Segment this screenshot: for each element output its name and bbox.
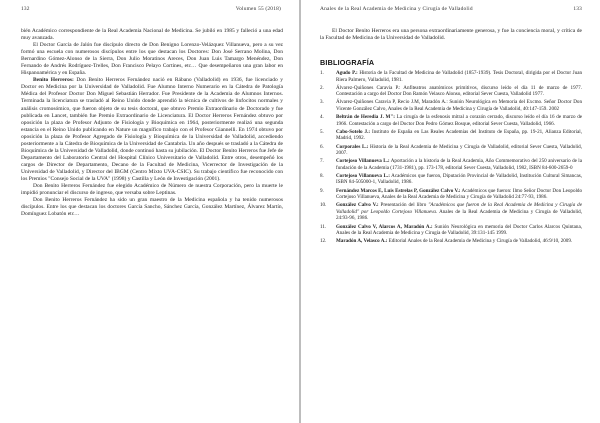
reference-author: González Calvo V.: [336, 202, 379, 209]
reference-item [320, 144, 582, 157]
intro-paragraph: El Doctor Benito Herreros era una persona extraordinariamente generosa, y fue la conciencia moral, y crítica de la Facultad de Medicina de la Universidad de Valladolid. [320, 28, 582, 42]
reference-body: Instituto de España en Las Reales Academias del Instituto de España, pp. 19-21, Alianza Editorial, Madrid, 1992. [336, 128, 582, 142]
reference-text [336, 224, 582, 237]
reference-number: 4. [320, 114, 324, 121]
reference-body: Historia de la Real Academia de Medicina y Cirugía de Valladolid, editorial Sever Cuesta, Valladolid, 2007. [336, 143, 582, 157]
reference-number: 11. [320, 223, 327, 230]
running-head: Volumen 55 (2018) [235, 6, 281, 12]
reference-text [336, 173, 582, 186]
reference-body: Historia de la Facultad de Medicina de Valladolid (1857-1939). Tesis Doctoral, dirigida por el Doctor Juan Riera Palmero, Valladolid, 1981. [336, 70, 583, 83]
reference-number: 3. [320, 99, 324, 106]
reference-item [320, 129, 582, 142]
reference-body: Académicos que fueron: Ilmo Señor Doctor Don Leopoldo Cortejoso Villanueva, Anales de la Real Academia de Medicina y Cirugía de Valladolid 24:77-93, 1986. [336, 187, 582, 201]
reference-number: 12. [320, 238, 327, 245]
reference-text [336, 238, 582, 245]
reference-number: 1. [320, 70, 324, 77]
reference-number: 6. [320, 143, 324, 150]
reference-body: Álvarez-Quiñones Caravia P, Recio J.M, Maradón A.: Sunión Neurológica en Memoria del Excmo. Señor Doctor Don Vicente González Calvo, Anales de la Real Academia de Medicina y Cirugía de Valladolid, 40:147-159. 2002 [336, 99, 582, 113]
body-paragraph [21, 77, 283, 183]
reference-number: 7. [320, 158, 324, 165]
reference-item [320, 158, 582, 171]
reference-text [336, 85, 582, 98]
page-number: 133 [573, 6, 582, 12]
body-paragraph [21, 183, 283, 197]
reference-number: 2. [320, 84, 324, 91]
reference-author: Agudo P.: [336, 70, 358, 77]
reference-item [320, 188, 582, 201]
reference-title-italic: "Académicos que fueron de la Real Academia de Medicina y Cirugía de Valladolid" por Leopoldo Cortejoso Villanueva. [336, 202, 582, 215]
bibliography-heading: BIBLIOGRAFÍA [320, 58, 375, 68]
left-page [0, 0, 299, 423]
reference-author: Cortejoso Villanueva L.: [336, 172, 390, 179]
paragraph-text: bién Académico correspondiente de la Real Academia Nacional de Medicina. Se jubiló en 1985 y falleció a una edad muy avanzada. [21, 28, 283, 42]
running-head: Anales de la Real Academia de Medicina y Cirugía de Valladolid [320, 6, 473, 12]
paragraph-text: Don Benito Herreros Fernández nació en Rábano (Valladolid) en 1936, fue licenciado y Doctor en Medicina por la Universidad de Valladolid. Fue Alumno Interno Numerario en la Cátedra de Patología Médica del Profesor Doctor Don Miguel Sebastián Herrador. Fue Presidente de la Academia de Alumnos Internos. Terminada la licenciatura se trasladó al Reino Unido donde aprendió la técnica de cultivos de linfocitos normales y análisis cromosómico, que fueron objeto de su tesis doctoral, que obtuvo Premio Extraordinario de Doctorado y fue publicada en Lancet, también fue Premio Extraordinario de Licenciatura. El Doctor Herreros Fernández obtuvo por oposición la plaza de Profesor Adjunto de Fisiología y Bioquímica en 1964, posteriormente realizó una segunda estancia en el Reino Unido publicando en Nature un magnífico trabajo con el Profesor Giannelli. En 1974 obtuvo por oposición la plaza de Profesor Agregado de Fisiología y Bioquímica de la Universidad de Valladolid, accediendo posteriormente a la Cátedra de Bioquímica de la Universidad de Cantabria. Un año después se trasladó a la Cátedra de Bioquímica de la Universidad de Valladolid, donde continuó hasta su jubilación. El Doctor Benito Herreros fue Jefe de Departamento del Laboratorio Central del Hospital Clínico Universitario de Valladolid. Entre otros, desempeñó los cargos de Director de Departamento, Decano de la Facultad de Medicina, Vicerrector de Investigación de la Universidad de Valladolid, y Director del IBGM (Centro Mixto UVA-CSIC). Su trabajo científico fue reconocido con los Premios "Consejo Social de la UVA" (1998) y Castilla y León de Investigación (2001). [21, 77, 283, 182]
body-paragraph [21, 42, 283, 77]
reference-number: 5. [320, 128, 324, 135]
reference-body: La cirugía de la esfenosis mitral a corazón cerrado, discurso leído el día 16 de marzo de 1966. Contestación a cargo del Doctor Don Pedro Gómez Bosque, editorial Sever Cuesta, Valladolid, 1966. [336, 114, 583, 127]
reference-text [336, 70, 582, 83]
left-body-text [21, 28, 283, 218]
body-paragraph [21, 197, 283, 218]
reference-author: Cortejoso Villanueva L.: [336, 158, 390, 165]
reference-author: Corporales L.: [336, 143, 369, 150]
body-paragraph [21, 28, 283, 42]
reference-tail: Anales de la Real Academia de Medicina y Cirugía de Valladolid, 24:93-96, 1986. [336, 208, 582, 222]
reference-author: Maradón A, Velasco A.: [336, 238, 388, 245]
reference-author: Beltrán de Heredia J. M": [336, 114, 395, 121]
reference-item [320, 238, 582, 245]
reference-list [320, 70, 582, 245]
reference-author: Cabo-Sotelo J.: [336, 128, 371, 135]
reference-text [336, 188, 582, 201]
right-page-header [320, 6, 582, 12]
reference-number: 10. [320, 202, 327, 209]
reference-item [320, 85, 582, 98]
reference-item [320, 99, 582, 112]
paragraph-text: Don Benito Herreros Fernández ha sido un gran maestro de la Medicina española y ha tenido numerosos discípulos. Entre los que destacan los doctores García Sancho, Sánchez García, González Martínez, Álvarez Martín, Domínguez Lobatón etc… [21, 197, 283, 218]
reference-item [320, 224, 582, 237]
reference-item [320, 70, 582, 83]
reference-body: Académicos que fueron, Diputación Provincial de Valladolid, Institución Cultural Simancas, ISBN 84-505000-1, Valladolid, 1986. [336, 172, 583, 186]
paragraph-lead: Benito Herreros: [33, 77, 74, 84]
left-page-header [21, 6, 281, 12]
reference-body: Editorial Anales de la Real Academia de Medicina y Cirugía de Valladolid, 46:9/10, 2009. [387, 238, 573, 245]
right-page [301, 0, 600, 423]
reference-item [320, 173, 582, 186]
reference-body: Aportación a la historia de la Real Academia, Año Commemorativo del 250 aniversario de la fundación de la Academia (1731-1981), pp. 173-178, editorial Sever Cuesta, Valladolid, 1982, ISBN 84-600-2659-0 [336, 158, 582, 171]
reference-number: 8. [320, 172, 324, 179]
paragraph-text: El Doctor García de Jalón fue discípulo directo de Don Benigno Lorenzo-Velázquez Villanueva, pero a su vez formó una escuela con numerosos discípulos entre los que destacan los Doctores: Don José Serrano Molina, Don Bernardino Gómez-Alonso de la Sierra, Don Julio Moratinos Areces, Don Juan Luis Tamargo Menéndez, Don Fernando de Andrés Rodríguez-Trelles, Don Francisco Pelayo Cortines, etc… Que desempeñaron una gran labor en Hispanoamérica y en España. [21, 42, 283, 77]
reference-item [320, 114, 582, 127]
reference-text [336, 99, 582, 112]
reference-text [336, 114, 582, 127]
reference-text [336, 129, 582, 142]
reference-item [320, 202, 582, 222]
reference-body: Sunión Neurológica en memoria del Doctor Carlos Alarcos Quintana, Anales de la Real Academia de Medicina y Cirugía de Valladolid, 39:131-145 1999. [336, 223, 582, 237]
reference-author: Fernández Marcos E, Luis Estrelas P, González Calvo V.: [336, 187, 461, 194]
reference-body: Álvarez-Quiñones Caravia P.: Anfiteatros anatómicos primitivos, discurso leído el día 11 de marzo de 1977. Contestación a cargo del Doctor Don Ramón Velasco Alonso, editorial Sever Cuesta, Valladolid 1977. [336, 84, 582, 98]
reference-text [336, 144, 582, 157]
reference-author: González Calvo V, Alarcos A, Maradón A.: [336, 223, 433, 230]
page-number: 132 [21, 6, 30, 12]
reference-text [336, 158, 582, 171]
reference-text [336, 202, 582, 222]
paragraph-text: Don Benito Herreros Fernández fue elegido Académico de Número de nuestra Corporación, pero la muerte le impidió pronunciar el discurso de ingreso, que versaba sobre Leptinas. [21, 183, 283, 197]
reference-number: 9. [320, 187, 324, 194]
reference-body: Presentación del libro [378, 202, 429, 209]
